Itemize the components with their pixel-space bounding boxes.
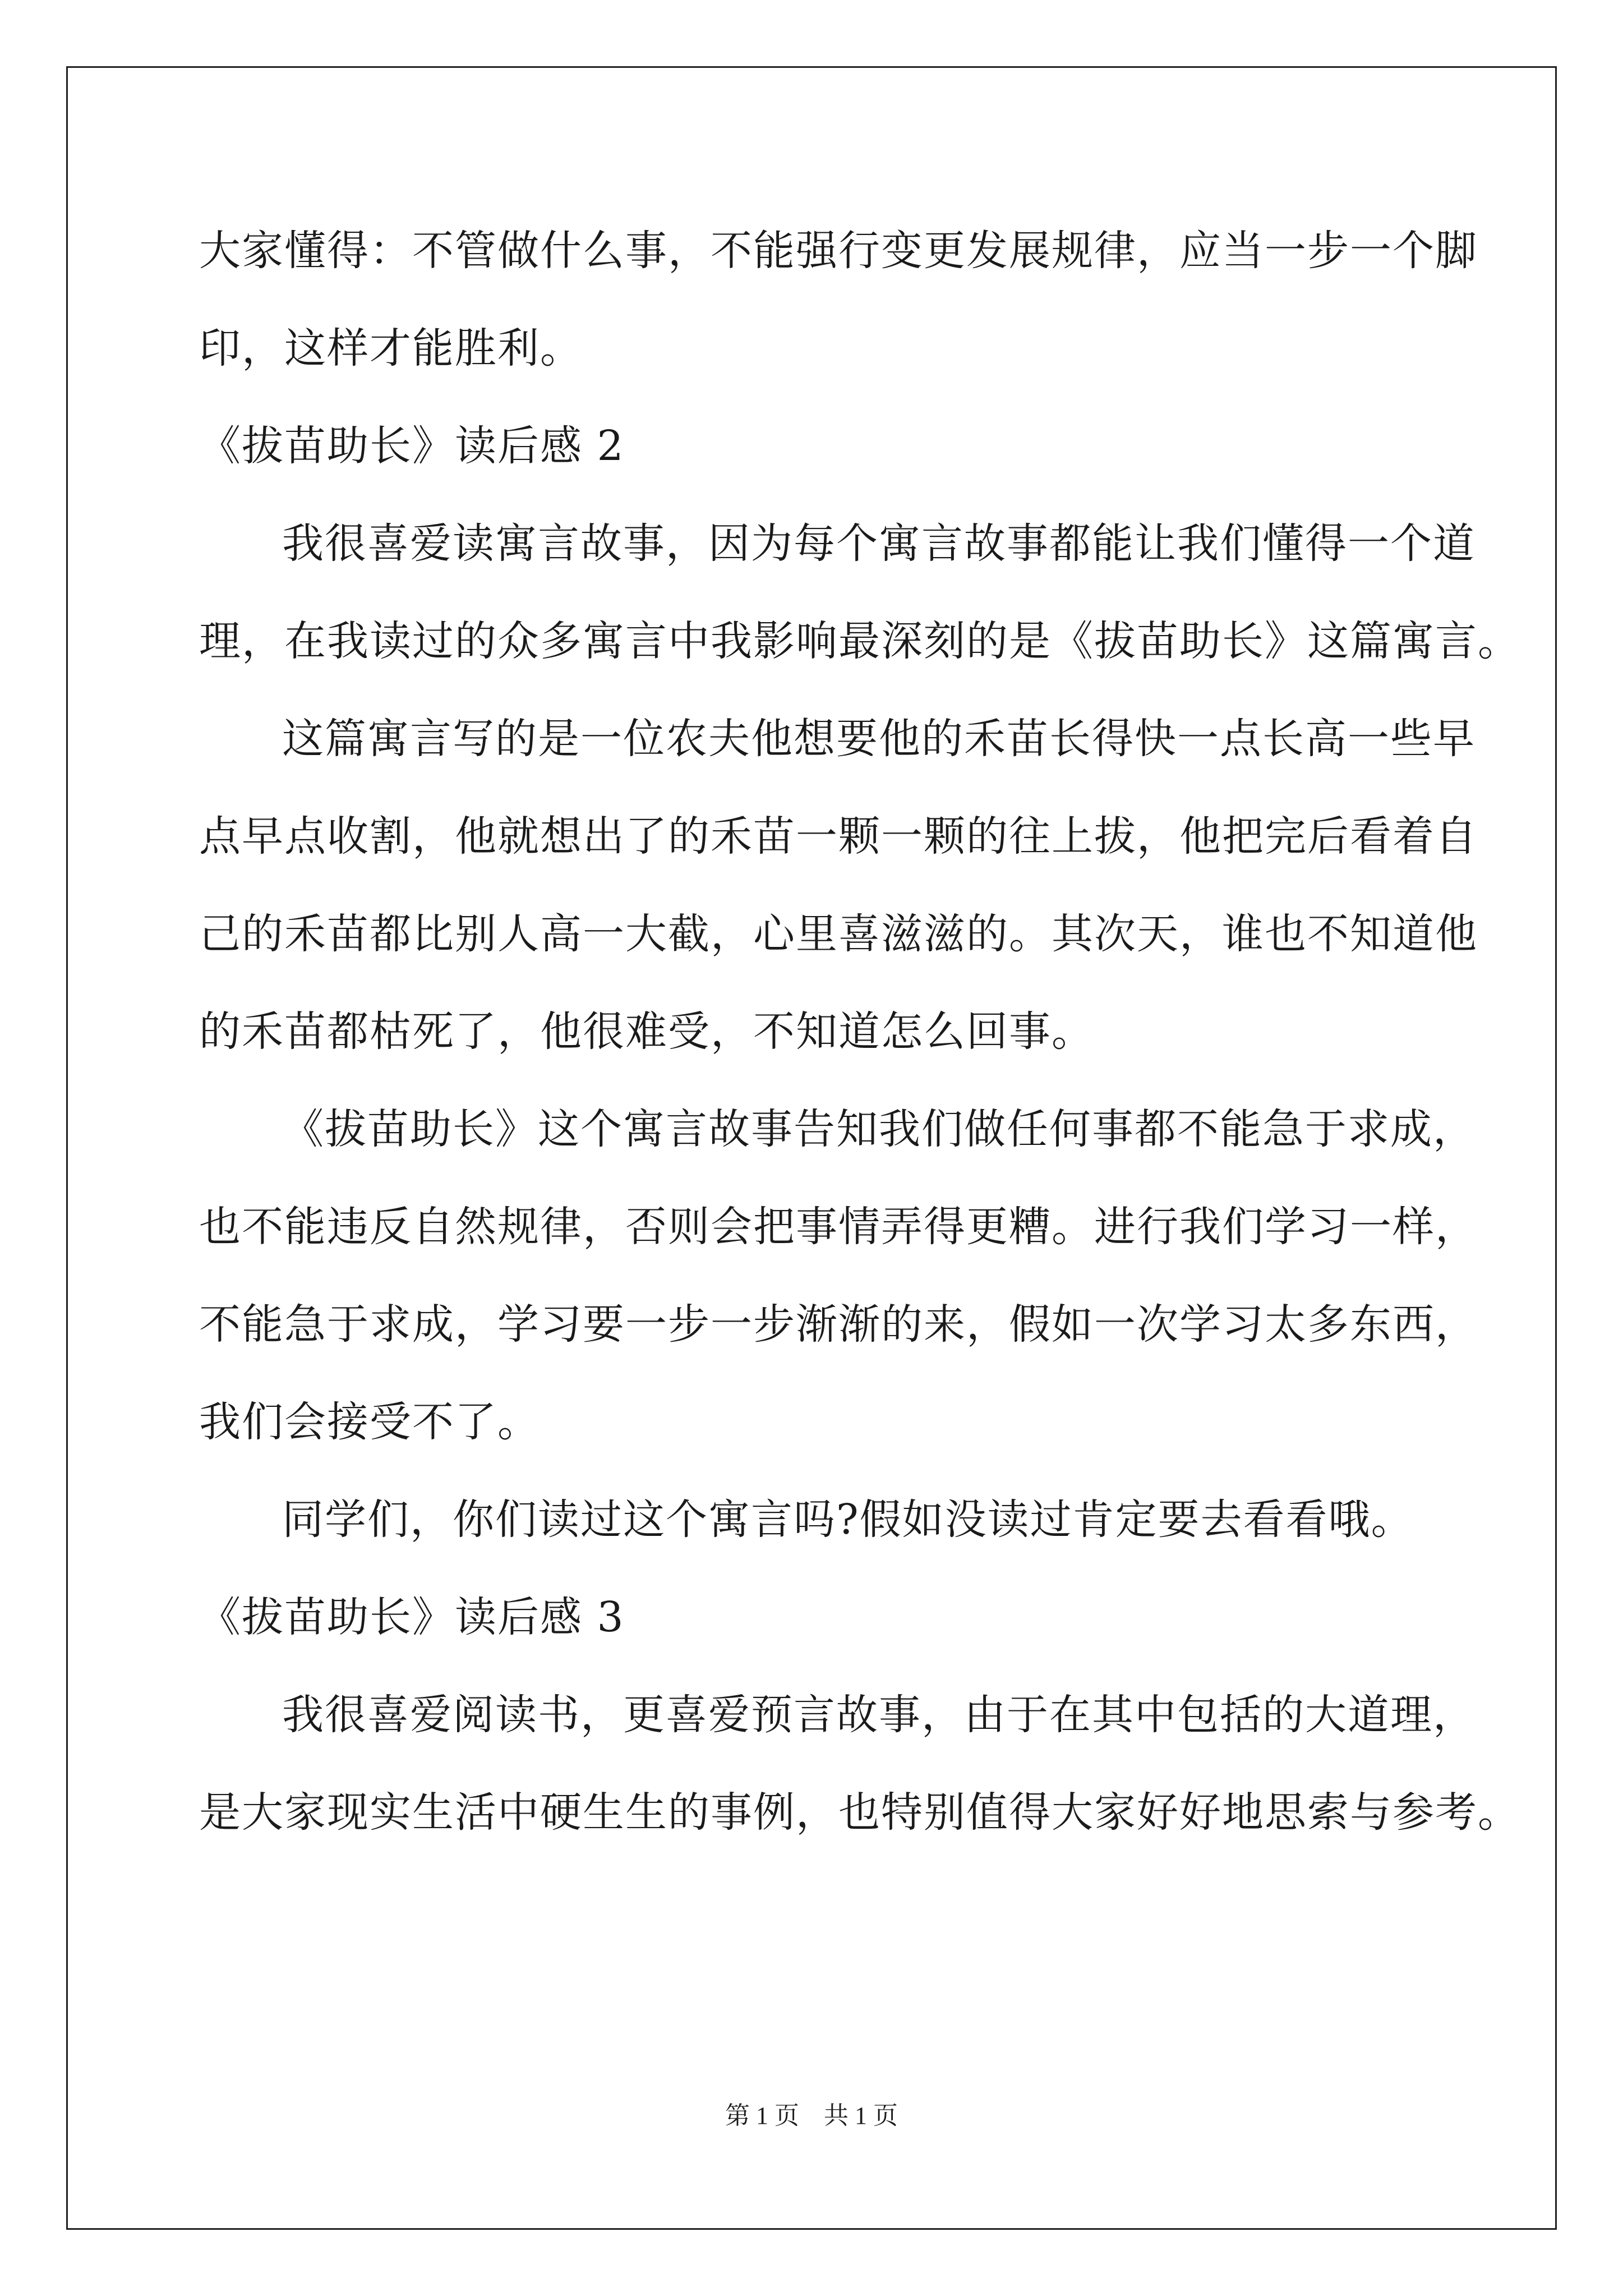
text-line: 我们会接受不了。	[199, 1398, 540, 1446]
text-line: 不能急于求成，学习要一步一步渐渐的来，假如一次学习太多东西，	[199, 1300, 1478, 1349]
text-line: 《拔苗助长》这个寓言故事告知我们做任何事都不能急于求成，	[282, 1105, 1476, 1153]
document-body	[199, 202, 1520, 1861]
text-line: 这篇寓言写的是一位农夫他想要他的禾苗长得快一点长高一些早	[282, 715, 1476, 763]
text-line: 也不能违反自然规律，否则会把事情弄得更糟。进行我们学习一样，	[199, 1203, 1478, 1251]
text-line: 我很喜爱阅读书，更喜爱预言故事，由于在其中包括的大道理，	[282, 1691, 1476, 1739]
text-line: 是大家现实生活中硬生生的事例，也特别值得大家好好地思索与参考。	[199, 1788, 1520, 1837]
page-footer: 第 1 页 共 1 页	[725, 2102, 898, 2129]
text-line: 己的禾苗都比别人高一大截，心里喜滋滋的。其次天，谁也不知道他	[199, 910, 1478, 958]
text-line: 印，这样才能胜利。	[199, 324, 583, 372]
text-line: 理，在我读过的众多寓言中我影响最深刻的是《拔苗助长》这篇寓言。	[199, 617, 1520, 665]
section-heading: 《拔苗助长》读后感 2	[199, 422, 625, 470]
text-line: 大家懂得：不管做什么事，不能强行变更发展规律，应当一步一个脚	[199, 227, 1478, 275]
text-line: 同学们，你们读过这个寓言吗?假如没读过肯定要去看看哦。	[282, 1496, 1414, 1544]
section-heading: 《拔苗助长》读后感 3	[199, 1593, 625, 1641]
text-line: 点早点收割，他就想出了的禾苗一颗一颗的往上拔，他把完后看着自	[199, 812, 1478, 861]
text-line: 我很喜爱读寓言故事，因为每个寓言故事都能让我们懂得一个道	[282, 519, 1476, 568]
text-line: 的禾苗都枯死了，他很难受，不知道怎么回事。	[199, 1007, 1094, 1056]
